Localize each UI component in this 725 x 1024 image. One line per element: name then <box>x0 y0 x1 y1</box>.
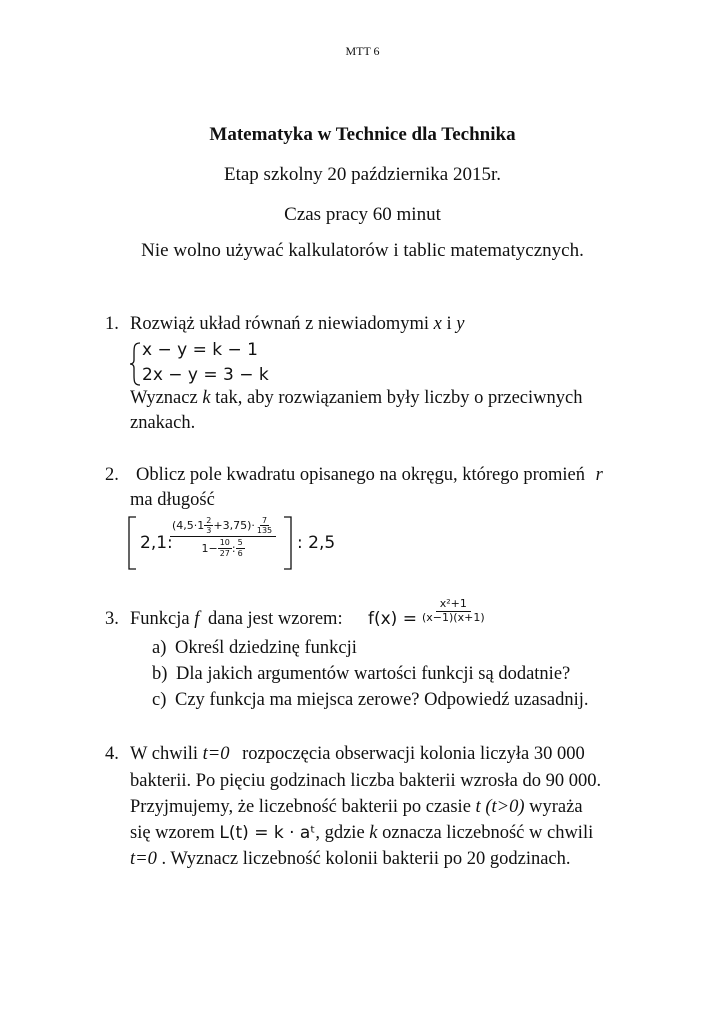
question-2-number: 2. <box>105 465 119 485</box>
q2-frac2 <box>218 538 232 557</box>
question-4-number: 4. <box>105 744 119 764</box>
q4-l4-b: , gdzie <box>315 823 365 843</box>
rules-note: Nie wolno używać kalkulatorów i tablic matematycznych. <box>141 240 584 261</box>
time-limit: Czas pracy 60 minut <box>284 204 441 225</box>
question-1-number: 1. <box>105 314 119 334</box>
q2-mix-num: 2 <box>206 516 212 525</box>
q2-var-r: r <box>595 465 603 485</box>
q3-b-label: b) <box>152 664 168 684</box>
q2-frac1 <box>255 516 274 535</box>
q2-frac1-den: 135 <box>256 526 273 536</box>
q3-mid: dana jest wzorem: <box>208 609 343 629</box>
q1-l3-b: tak, aby rozwiązaniem były liczby o przeciwnych <box>215 388 583 408</box>
q4-l1-t0: t=0 <box>202 744 230 764</box>
q4-l3-t: t <box>475 797 481 817</box>
question-3-intro <box>130 609 343 630</box>
left-bracket-icon <box>126 515 138 571</box>
q3-a-label: a) <box>152 638 167 658</box>
question-1-intro <box>130 314 464 335</box>
q2-mixed-fraction <box>204 516 213 535</box>
q2-main-denominator <box>201 537 244 557</box>
q2-frac2-den: 27 <box>219 548 230 558</box>
question-4-line-4 <box>130 823 593 844</box>
q2-den-lead: 1− <box>201 541 218 555</box>
q2-expr-tail: : 2,5 <box>297 533 336 553</box>
q2-l1-text: Oblicz pole kwadratu opisanego na okręgu, którego promień <box>136 465 586 485</box>
stage-date: Etap szkolny 20 października 2015r. <box>223 164 501 185</box>
q2-mix-den: 3 <box>206 526 212 536</box>
q3-b-text: Dla jakich argumentów wartości funkcji są dodatnie? <box>176 664 571 684</box>
q1-intro-text: Rozwiąż układ równań z niewiadomymi <box>130 314 429 334</box>
question-4-line-5 <box>130 849 571 870</box>
q2-frac3 <box>236 538 245 557</box>
q3-a-text: Określ dziedzinę funkcji <box>175 638 357 658</box>
page-header-code: MTT 6 <box>345 44 380 58</box>
question-3-number: 3. <box>105 609 119 629</box>
q3-fraction-body <box>420 598 487 624</box>
question-2-line-1 <box>136 465 603 486</box>
question-4-line-3 <box>130 797 583 818</box>
q3-item-a <box>152 638 589 664</box>
q3-var-f: f <box>194 609 200 629</box>
q2-frac3-den: 6 <box>237 548 243 558</box>
q2-main-fraction <box>170 516 276 558</box>
q1-var-y: y <box>456 314 465 334</box>
q4-l3-paren: (t>0) <box>485 797 525 817</box>
q2-frac3-num: 5 <box>237 538 243 548</box>
q2-inner-close: +3,75)· <box>213 519 255 533</box>
q3-lhs: f(x) = <box>368 609 417 629</box>
q4-l1-a: W chwili <box>130 744 198 764</box>
q3-item-b <box>152 664 589 690</box>
q4-l5-b: . Wyznacz liczebność kolonii bakterii po 20 godzinach. <box>161 849 571 869</box>
q4-l3-a: Przyjmujemy, że liczebność bakterii po czasie <box>130 797 471 817</box>
q4-l4-c: oznacza liczebność w chwili <box>382 823 594 843</box>
q3-frac-num: x²+1 <box>436 598 471 612</box>
q3-c-label: c) <box>152 690 167 710</box>
q2-frac2-num: 10 <box>219 538 230 548</box>
q4-l5-t0: t=0 <box>130 849 157 869</box>
q2-expr-lead: 2,1: <box>140 533 173 553</box>
question-1-line-3 <box>130 388 582 409</box>
q4-l1-b: rozpoczęcia obserwacji kolonia liczyła 30 000 <box>242 744 585 764</box>
equation-1: x − y = k − 1 <box>142 340 258 360</box>
question-4-line-2: bakterii. Po pięciu godzinach liczba bakterii wzrosła do 90 000. <box>130 771 602 791</box>
q4-l4-k: k <box>369 823 378 843</box>
question-4-line-1 <box>130 744 585 765</box>
q3-fraction <box>420 598 487 624</box>
q4-l4-a: się wzorem <box>130 823 215 843</box>
q1-var-k: k <box>202 388 211 408</box>
equation-2: 2x − y = 3 − k <box>142 365 269 385</box>
q2-den-mid: : <box>231 541 236 555</box>
q4-l3-b: wyraża <box>529 797 583 817</box>
document-title: Matematyka w Technice dla Technika <box>209 124 516 145</box>
q1-l3-a: Wyznacz <box>130 388 198 408</box>
q3-subquestions <box>152 638 589 716</box>
q2-main-numerator <box>170 516 276 537</box>
q2-frac1-num: 7 <box>261 516 268 525</box>
q3-frac-den: (x−1)(x+1) <box>422 610 485 624</box>
q3-lead: Funkcja <box>130 609 190 629</box>
q2-inner-open: (4,5·1 <box>172 519 205 533</box>
right-bracket-icon <box>282 515 294 571</box>
q3-c-text: Czy funkcja ma miejsca zerowe? Odpowiedź uzasadnij. <box>175 690 589 710</box>
q1-var-x: x <box>433 314 442 334</box>
q4-formula: L(t) = k · aᵗ <box>219 823 316 843</box>
question-2-line-2: ma długość <box>130 490 215 510</box>
q1-and: i <box>446 314 452 334</box>
q3-item-c <box>152 690 589 716</box>
question-1-line-4: znakach. <box>130 413 196 433</box>
system-brace-icon <box>128 341 142 387</box>
